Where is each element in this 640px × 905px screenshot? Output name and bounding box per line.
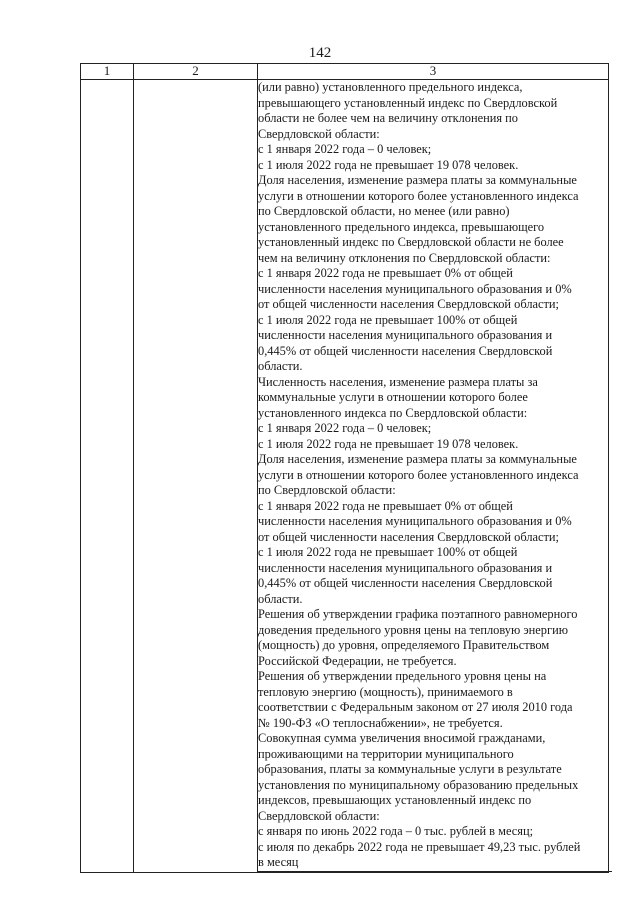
text-line: индексов, превышающих установленный индекс по [258, 793, 532, 807]
text-line: услуги в отношении которого более установленного индекса [258, 467, 579, 482]
text-line: коммунальные услуги в отношении которого более [258, 390, 528, 404]
column-header-1: 1 [81, 64, 134, 80]
text-line: проживающими на территории муниципального [258, 746, 514, 761]
text-line: с 1 января 2022 года – 0 человек; [258, 421, 432, 435]
document-table [80, 63, 609, 873]
cell-column-1 [81, 80, 134, 873]
text-line: численности населения муниципального образования и 0% [258, 514, 572, 528]
column-header-2: 2 [134, 64, 258, 80]
text-line: области. [258, 591, 303, 606]
text-line: с июля по декабрь 2022 года не превышает 49,23 тыс. рублей [258, 839, 581, 854]
text-line: чем на величину отклонения по Свердловской области: [258, 250, 551, 265]
text-line: тепловую энергию (мощность), принимаемого в [258, 684, 513, 699]
text-line: № 190-ФЗ «О теплоснабжении», не требуется. [258, 715, 503, 730]
text-line: с 1 июля 2022 года не превышает 19 078 человек. [258, 436, 519, 451]
text-line: Российской Федерации, не требуется. [258, 653, 457, 668]
text-line: Доля населения, изменение размера платы за коммунальные [258, 173, 577, 187]
text-line: превышающего установленный индекс по Свердловской [258, 95, 558, 110]
text-line: Свердловской области: [258, 126, 380, 141]
text-line: (или равно) установленного предельного индекса, [258, 80, 523, 94]
cell-column-3 [258, 80, 609, 873]
column-header-3: 3 [258, 64, 609, 80]
text-line: 0,445% от общей численности населения Свердловской [258, 343, 553, 358]
text-line: образования, платы за коммунальные услуги в результате [258, 762, 562, 776]
text-line: в месяц [258, 855, 612, 872]
text-line: с января по июнь 2022 года – 0 тыс. рублей в месяц; [258, 824, 534, 838]
table-row [81, 80, 609, 873]
text-line: соответствии с Федеральным законом от 27 июля 2010 года [258, 700, 573, 714]
table-header-row [81, 64, 609, 80]
text-line: по Свердловской области: [258, 483, 396, 497]
text-line: Численность населения, изменение размера платы за [258, 374, 538, 389]
text-line: по Свердловской области, но менее (или равно) [258, 204, 510, 218]
text-line: установления по муниципальному образованию предельных [258, 777, 579, 792]
text-line: услуги в отношении которого более установленного индекса [258, 188, 579, 203]
text-line: (мощность) до уровня, определяемого Правительством [258, 638, 550, 652]
text-line: установленный индекс по Свердловской области не более [258, 235, 564, 249]
text-line: доведения предельного уровня цены на тепловую энергию [258, 622, 568, 637]
text-line: с 1 июля 2022 года не превышает 100% от общей [258, 312, 518, 327]
text-line: области не более чем на величину отклонения по [258, 111, 518, 125]
text-line: от общей численности населения Свердловской области; [258, 529, 559, 544]
text-line: с 1 января 2022 года не превышает 0% от общей [258, 498, 513, 513]
text-line: численности населения муниципального образования и 0% [258, 281, 572, 296]
text-line: численности населения муниципального образования и [258, 328, 553, 342]
text-line: 0,445% от общей численности населения Свердловской [258, 576, 553, 590]
text-line: Доля населения, изменение размера платы за коммунальные [258, 452, 577, 466]
text-line: области. [258, 359, 303, 373]
page-number: 142 [308, 45, 332, 61]
text-line: с 1 января 2022 года – 0 человек; [258, 142, 432, 156]
text-line: с 1 июля 2022 года не превышает 100% от общей [258, 545, 518, 559]
cell-text-block [258, 80, 608, 872]
text-line: от общей численности населения Свердловской области; [258, 297, 559, 311]
text-line: Решения об утверждении предельного уровня цены на [258, 669, 547, 683]
text-line: с 1 июля 2022 года не превышает 19 078 человек. [258, 157, 519, 172]
text-line: установленного предельного индекса, превышающего [258, 219, 545, 234]
text-line: Решения об утверждении графика поэтапного равномерного [258, 607, 578, 621]
text-line: Совокупная сумма увеличения вносимой гражданами, [258, 731, 546, 745]
cell-column-2 [134, 80, 258, 873]
text-line: численности населения муниципального образования и [258, 560, 553, 575]
text-line: с 1 января 2022 года не превышает 0% от общей [258, 266, 513, 280]
text-line: Свердловской области: [258, 808, 380, 823]
text-line: установленного индекса по Свердловской области: [258, 405, 528, 420]
